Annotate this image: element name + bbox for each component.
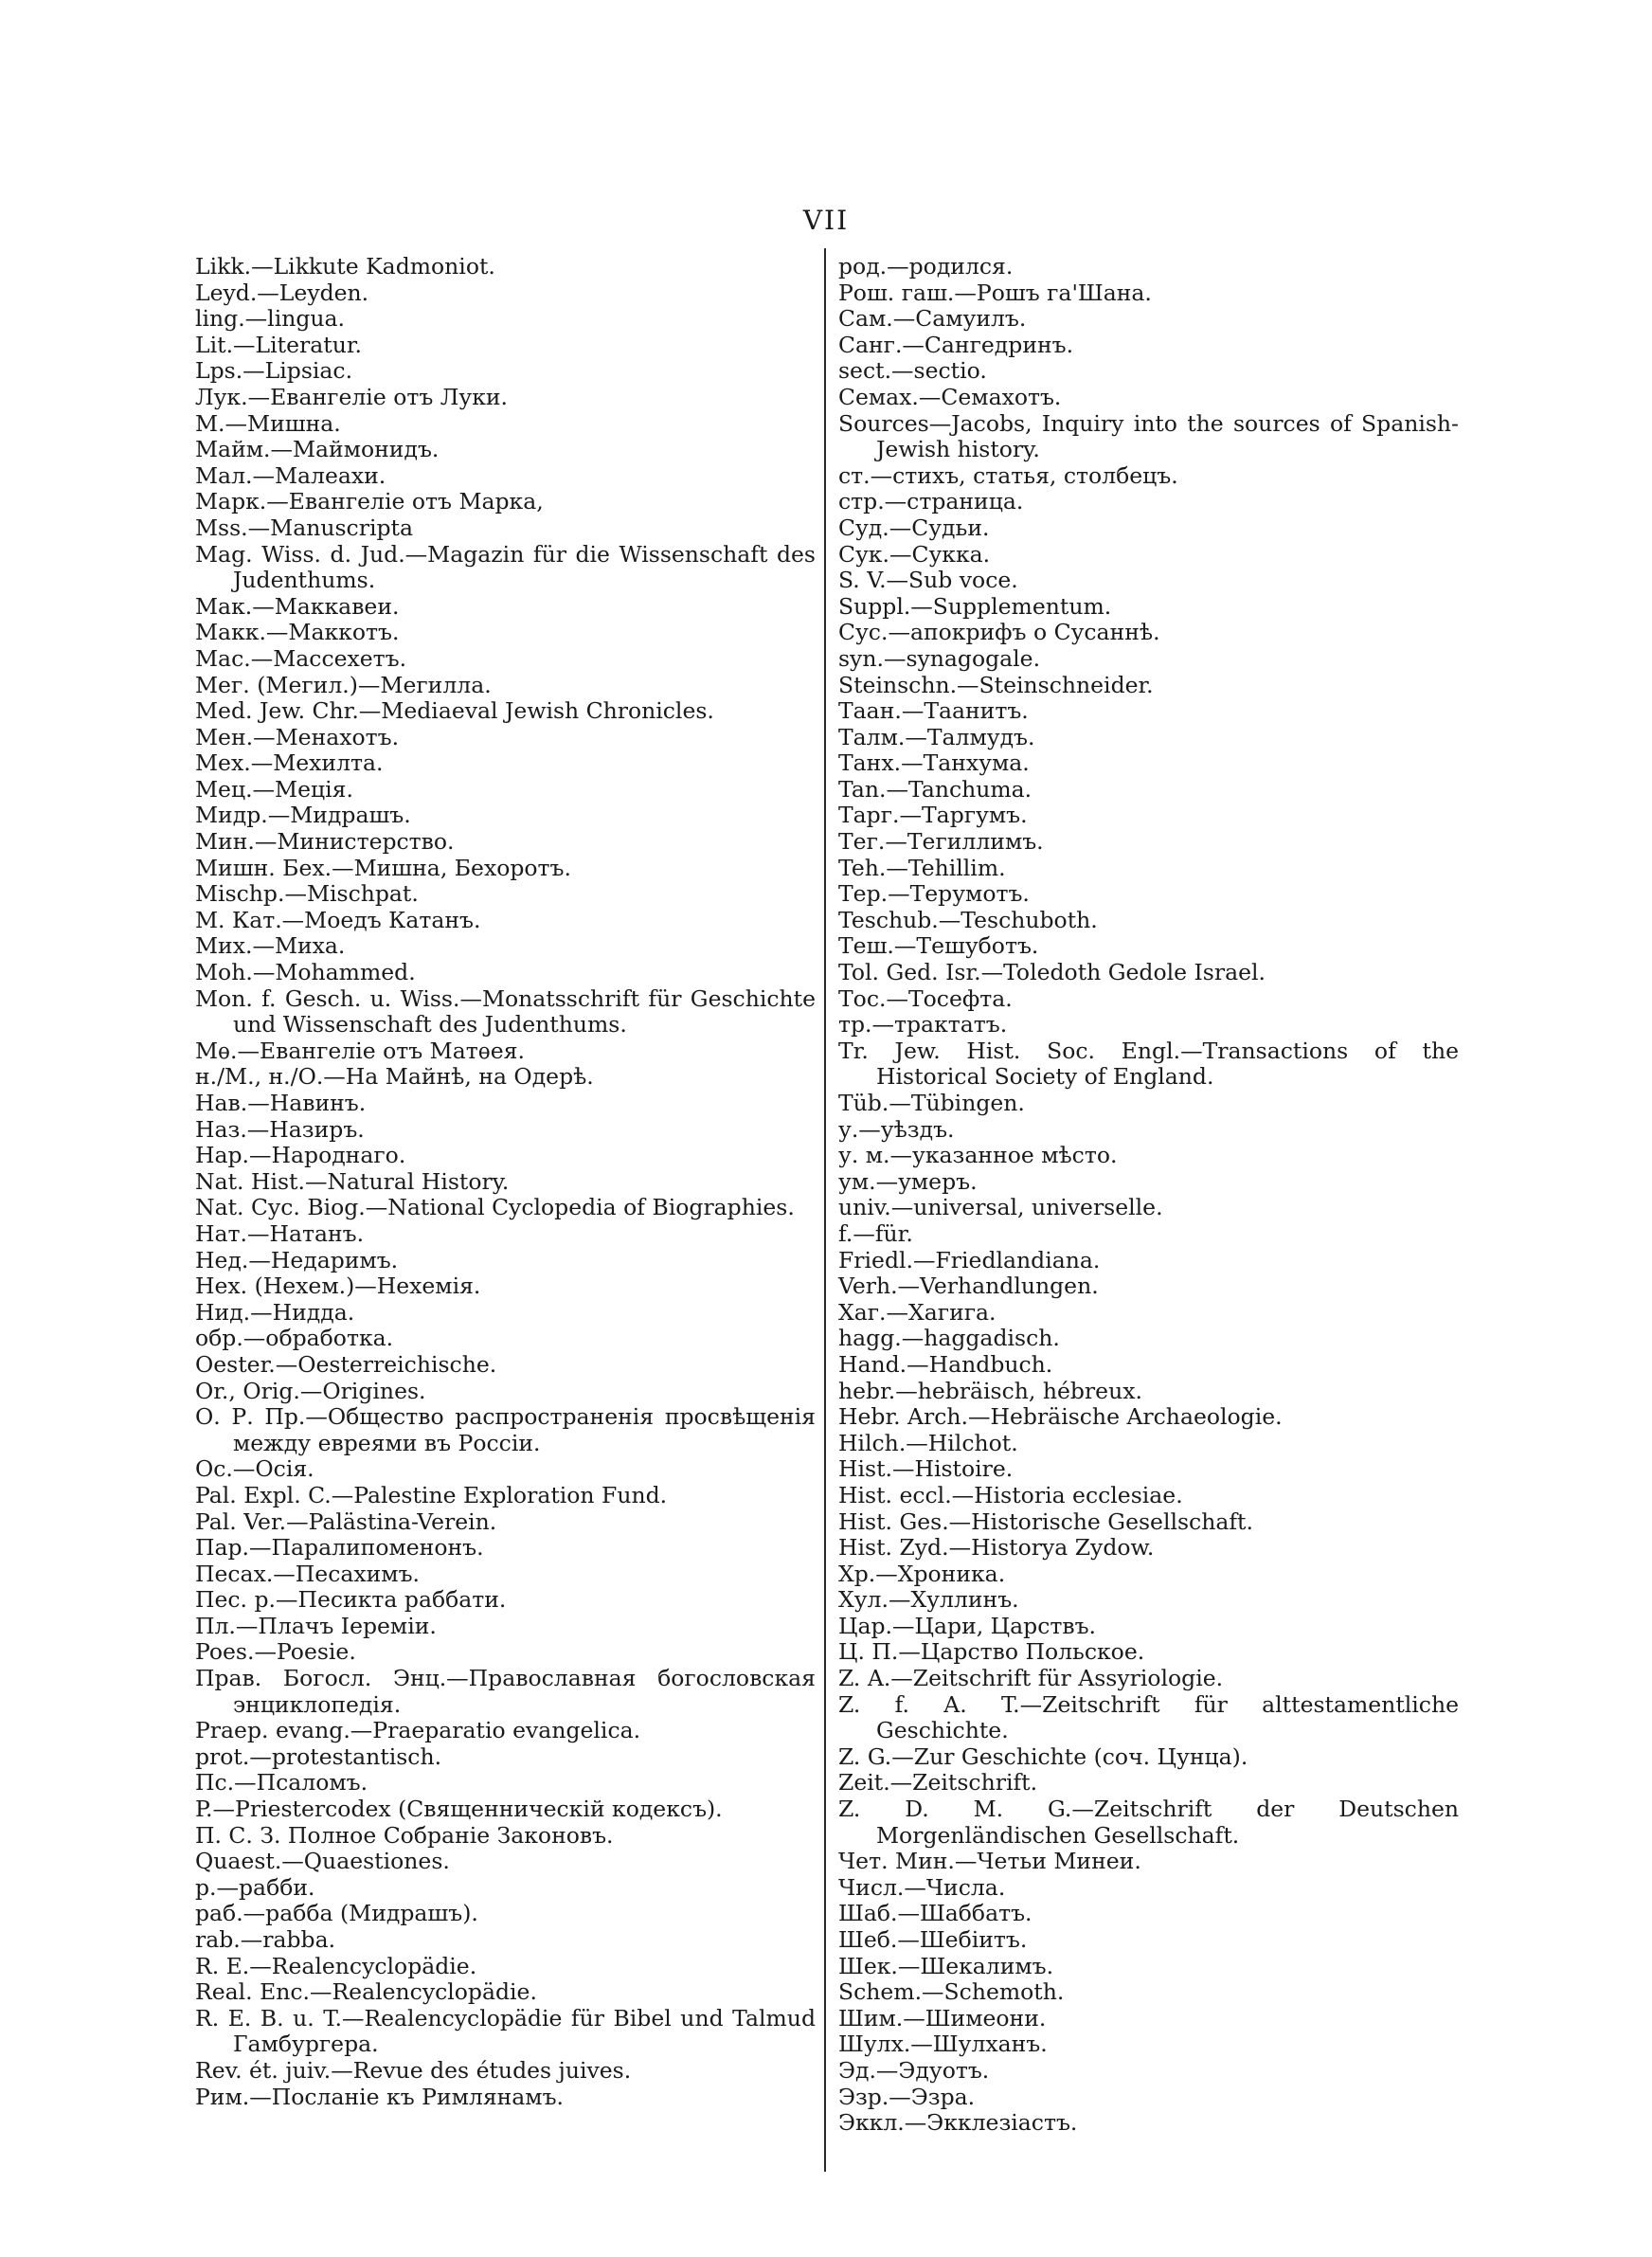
abbreviation-entry: Тер.—Терумотъ. (838, 880, 1030, 908)
abbreviation-entry: Танх.—Танхума. (838, 749, 1030, 777)
abbreviation-entry: Pal. Expl. C.—Palestine Exploration Fund. (195, 1481, 668, 1508)
abbreviation-entry: Пар.—Паралипоменонъ. (195, 1534, 484, 1562)
abbreviation-entry: Мех.—Мехилта. (195, 749, 384, 777)
abbreviation-entry: Hand.—Handbuch. (838, 1350, 1053, 1378)
column-divider (824, 248, 826, 2172)
abbreviation-entry: Nat. Cyc. Biog.—National Cyclopedia of Biographies. (195, 1194, 795, 1221)
abbreviation-entry: Мег. (Мегил.)—Мегилла. (195, 671, 492, 698)
abbreviation-entry: Moh.—Mohammed. (195, 959, 416, 986)
abbreviation-entry: hebr.—hebräisch, hébreux. (838, 1377, 1142, 1404)
abbreviation-entry: Likk.—Likkute Kadmoniot. (195, 253, 495, 280)
abbreviation-entry: П. С. З. Полное Собраніе Законовъ. (195, 1821, 614, 1849)
abbreviation-entry: Steinschn.—Steinschneider. (838, 671, 1154, 698)
abbreviation-entry: раб.—рабба (Мидрашъ). (195, 1900, 478, 1927)
abbreviation-entry: Nat. Hist.—Natural History. (195, 1167, 510, 1195)
abbreviation-entry: Hist. Zyd.—Historya Zydow. (838, 1534, 1155, 1562)
abbreviation-entry: Рим.—Посланіе къ Римлянамъ. (195, 2083, 565, 2110)
abbreviation-entry: Мидр.—Мидрашъ. (195, 802, 411, 829)
page-number: VII (802, 205, 850, 236)
abbreviation-entry: Пл.—Плачъ Іереміи. (195, 1612, 437, 1639)
abbreviation-entry: Тег.—Тегиллимъ. (838, 828, 1044, 856)
abbreviation-entry: Прав. Богосл. Энц.—Православная богословская энциклопедія. (195, 1665, 816, 1718)
abbreviation-entry: Ос.—Осія. (195, 1455, 314, 1483)
abbreviation-entry: Суд.—Судьи. (838, 514, 990, 541)
abbreviation-entry: Мѳ.—Евангеліе отъ Матѳея. (195, 1037, 525, 1064)
abbreviation-entry: Сус.—апокрифъ о Сусаннѣ. (838, 619, 1160, 646)
abbreviation-entry: syn.—synagogale. (838, 644, 1041, 672)
abbreviation-entry: тр.—трактатъ. (838, 1011, 1008, 1038)
abbreviation-entry: Мих.—Миха. (195, 932, 346, 960)
abbreviation-entry: Quaest.—Quaestiones. (195, 1848, 450, 1875)
abbreviation-entry: Med. Jew. Chr.—Mediaeval Jewish Chronicles. (195, 697, 714, 725)
abbreviation-entry: Tol. Ged. Isr.—Toledoth Gedole Israel. (838, 959, 1266, 986)
abbreviation-entry: Шим.—Шимеони. (838, 2004, 1047, 2031)
abbreviation-entry: н./М., н./О.—На Майнѣ, на Одерѣ. (195, 1063, 594, 1091)
abbreviation-entry: Пес. р.—Песикта раббати. (195, 1586, 507, 1614)
abbreviation-entry: Шаб.—Шаббатъ. (838, 1900, 1032, 1927)
abbreviation-entry: sect.—sectio. (838, 357, 987, 385)
abbreviation-entry: ум.—умеръ. (838, 1167, 978, 1195)
abbreviation-entry: Praep. evang.—Praeparatio evangelica. (195, 1717, 641, 1744)
abbreviation-entry: Хаг.—Хагига. (838, 1298, 997, 1326)
abbreviation-entry: Z. G.—Zur Geschichte (соч. Цунца). (838, 1742, 1248, 1770)
abbreviation-entry: Шулх.—Шулханъ. (838, 2031, 1048, 2058)
abbreviation-entry: Hist.—Histoire. (838, 1455, 1014, 1483)
abbreviation-entry: Нат.—Натанъ. (195, 1219, 365, 1247)
abbreviation-entry: rab.—rabba. (195, 1926, 336, 1953)
abbreviation-entry: Мец.—Меція. (195, 775, 353, 803)
abbreviation-entry: Mss.—Manuscripta (195, 514, 413, 541)
abbreviation-entry: у.—уѣздъ. (838, 1115, 955, 1143)
abbreviation-entry: Or., Orig.—Origines. (195, 1377, 426, 1404)
abbreviation-entry: Чет. Мин.—Четьи Минеи. (838, 1848, 1141, 1875)
abbreviation-entry: Suppl.—Supplementum. (838, 592, 1112, 620)
abbreviation-entry: Mischp.—Mischpat. (195, 880, 419, 908)
abbreviation-entry: Teh.—Tehillim. (838, 854, 1006, 881)
abbreviation-entry: Эд.—Эдуотъ. (838, 2056, 990, 2084)
abbreviation-entry: Эзр.—Эзра. (838, 2083, 976, 2110)
abbreviation-entry: Нав.—Навинъ. (195, 1090, 367, 1116)
abbreviation-entry: Мишн. Бех.—Мишна, Бехоротъ. (195, 854, 571, 881)
abbreviation-entry: Хул.—Хуллинъ. (838, 1586, 1019, 1614)
abbreviation-entry: Poes.—Poesie. (195, 1638, 356, 1666)
abbreviation-entry: Z. D. M. G.—Zeitschrift der Deutschen Morgenländischen Gesellschaft. (838, 1796, 1459, 1849)
abbreviation-entry: Шеб.—Шебіитъ. (838, 1926, 1028, 1953)
abbreviation-entry: обр.—обработка. (195, 1325, 394, 1352)
abbreviation-entry: Тарг.—Таргумъ. (838, 802, 1028, 829)
abbreviation-entry: R. E.—Realencyclopädie. (195, 1952, 477, 1979)
abbreviation-entry: Рош. гаш.—Рошъ га'Шана. (838, 279, 1152, 306)
abbreviation-entry: Нех. (Нехем.)—Нехемія. (195, 1273, 481, 1300)
abbreviation-entry: Нар.—Народнаго. (195, 1142, 406, 1169)
abbreviation-entry: Санг.—Сангедринъ. (838, 331, 1074, 358)
abbreviation-entry: Hist. eccl.—Historia ecclesiae. (838, 1481, 1183, 1508)
abbreviation-entry: Таан.—Таанитъ. (838, 697, 1029, 725)
abbreviation-entry: ling.—lingua. (195, 305, 346, 333)
abbreviation-entry: Hebr. Arch.—Hebräische Archaeologie. (838, 1403, 1283, 1431)
abbreviation-entry: Teschub.—Teschuboth. (838, 906, 1098, 933)
abbreviation-entry: Мин.—Министерство. (195, 828, 455, 856)
abbreviation-entry: Нид.—Нидда. (195, 1298, 355, 1326)
abbreviation-entry: Мен.—Менахотъ. (195, 723, 400, 750)
abbreviation-entry: Эккл.—Экклезіастъ. (838, 2109, 1078, 2137)
right-column (838, 254, 1459, 2137)
abbreviation-entry: S. V.—Sub voce. (838, 567, 1018, 594)
abbreviation-entry: Tüb.—Tübingen. (838, 1090, 1025, 1116)
abbreviation-entry: Майм.—Маймонидъ. (195, 436, 440, 463)
abbreviation-entry: род.—родился. (838, 253, 1014, 280)
abbreviation-entry: Шек.—Шекалимъ. (838, 1952, 1054, 1979)
abbreviation-entry: Талм.—Талмудъ. (838, 723, 1035, 750)
abbreviation-entry: prot.—protestantisch. (195, 1742, 442, 1770)
abbreviation-entry: Friedl.—Friedlandiana. (838, 1246, 1101, 1273)
abbreviation-entry: Наз.—Назиръ. (195, 1115, 365, 1143)
abbreviation-entry: Z. A.—Zeitschrift für Assyriologie. (838, 1665, 1224, 1692)
abbreviation-entry: Mag. Wiss. d. Jud.—Magazin für die Wissenschaft des Judenthums. (195, 540, 816, 594)
abbreviation-entry: P.—Priestercodex (Священническій кодексъ). (195, 1796, 723, 1823)
abbreviation-entry: Schem.—Schemoth. (838, 1978, 1065, 2006)
abbreviation-entry: Lit.—Literatur. (195, 331, 362, 358)
abbreviation-entry: Real. Enc.—Realencyclopädie. (195, 1978, 537, 2006)
abbreviation-entry: Хр.—Хроника. (838, 1560, 1006, 1587)
abbreviation-entry: Мал.—Малеахи. (195, 461, 386, 489)
left-column (195, 254, 816, 2110)
abbreviation-entry: Песах.—Песахимъ. (195, 1560, 420, 1587)
abbreviation-entry: Verh.—Verhandlungen. (838, 1273, 1099, 1300)
abbreviation-entry: ст.—стихъ, статья, столбецъ. (838, 461, 1178, 489)
abbreviation-entry: Сам.—Самуилъ. (838, 305, 1027, 333)
abbreviation-entry: Семах.—Семахотъ. (838, 383, 1062, 410)
abbreviation-entry: Hilch.—Hilchot. (838, 1429, 1018, 1456)
abbreviation-entry: Rev. ét. juiv.—Revue des études juives. (195, 2056, 632, 2084)
abbreviation-entry: М.—Мишна. (195, 409, 341, 437)
abbreviation-entry: О. Р. Пр.—Общество распространенія просвѣщенія между евреями въ Россіи. (195, 1403, 816, 1456)
abbreviation-entry: univ.—universal, universelle. (838, 1194, 1163, 1221)
abbreviation-entry: Oester.—Oesterreichische. (195, 1350, 497, 1378)
abbreviation-entry: Ц. П.—Царство Польское. (838, 1638, 1145, 1666)
abbreviation-entry: Leyd.—Leyden. (195, 279, 369, 306)
abbreviation-entry: Лук.—Евангеліе отъ Луки. (195, 383, 509, 410)
abbreviation-entry: Sources—Jacobs, Inquiry into the sources of Spanish-Jewish history. (838, 409, 1459, 463)
abbreviation-entry: Пс.—Псаломъ. (195, 1769, 368, 1797)
abbreviation-entry: Mon. f. Gesch. u. Wiss.—Monatsschrift für Geschichte und Wissenschaft des Judenthums. (195, 984, 816, 1038)
abbreviation-entry: f.—für. (838, 1219, 913, 1247)
abbreviation-entry: Нед.—Недаримъ. (195, 1246, 399, 1273)
abbreviation-entry: Мак.—Маккавеи. (195, 592, 400, 620)
abbreviation-entry: hagg.—haggadisch. (838, 1325, 1060, 1352)
abbreviation-entry: Тос.—Тосефта. (838, 984, 1013, 1012)
abbreviation-entry: Макк.—Маккотъ. (195, 619, 400, 646)
abbreviation-entry: Z. f. A. T.—Zeitschrift für alttestamentliche Geschichte. (838, 1690, 1459, 1744)
abbreviation-entry: Марк.—Евангеліе отъ Марка, (195, 488, 544, 515)
abbreviation-entry: у. м.—указанное мѣсто. (838, 1142, 1118, 1169)
abbreviation-entry: Числ.—Числа. (838, 1873, 1006, 1901)
abbreviation-entry: Цар.—Цари, Царствъ. (838, 1612, 1097, 1639)
abbreviation-entry: Hist. Ges.—Historische Gesellschaft. (838, 1508, 1253, 1535)
abbreviation-entry: р.—рабби. (195, 1873, 315, 1901)
abbreviation-entry: Теш.—Тешуботъ. (838, 932, 1039, 960)
abbreviation-entry: Мас.—Массехетъ. (195, 644, 407, 672)
abbreviation-entry: Zeit.—Zeitschrift. (838, 1769, 1038, 1797)
abbreviation-entry: Lps.—Lipsiac. (195, 357, 353, 385)
abbreviation-entry: стр.—страница. (838, 488, 1024, 515)
abbreviation-entry: Tan.—Tanchuma. (838, 775, 1032, 803)
abbreviation-entry: Pal. Ver.—Palästina-Verein. (195, 1508, 497, 1535)
abbreviation-entry: М. Кат.—Моедъ Катанъ. (195, 906, 481, 933)
abbreviation-entry: Сук.—Сукка. (838, 540, 991, 568)
abbreviation-entry: R. E. B. u. T.—Realencyclopädie für Bibel und Talmud Гамбургера. (195, 2004, 816, 2058)
abbreviation-entry: Tr. Jew. Hist. Soc. Engl.—Transactions of the Historical Society of England. (838, 1037, 1459, 1091)
